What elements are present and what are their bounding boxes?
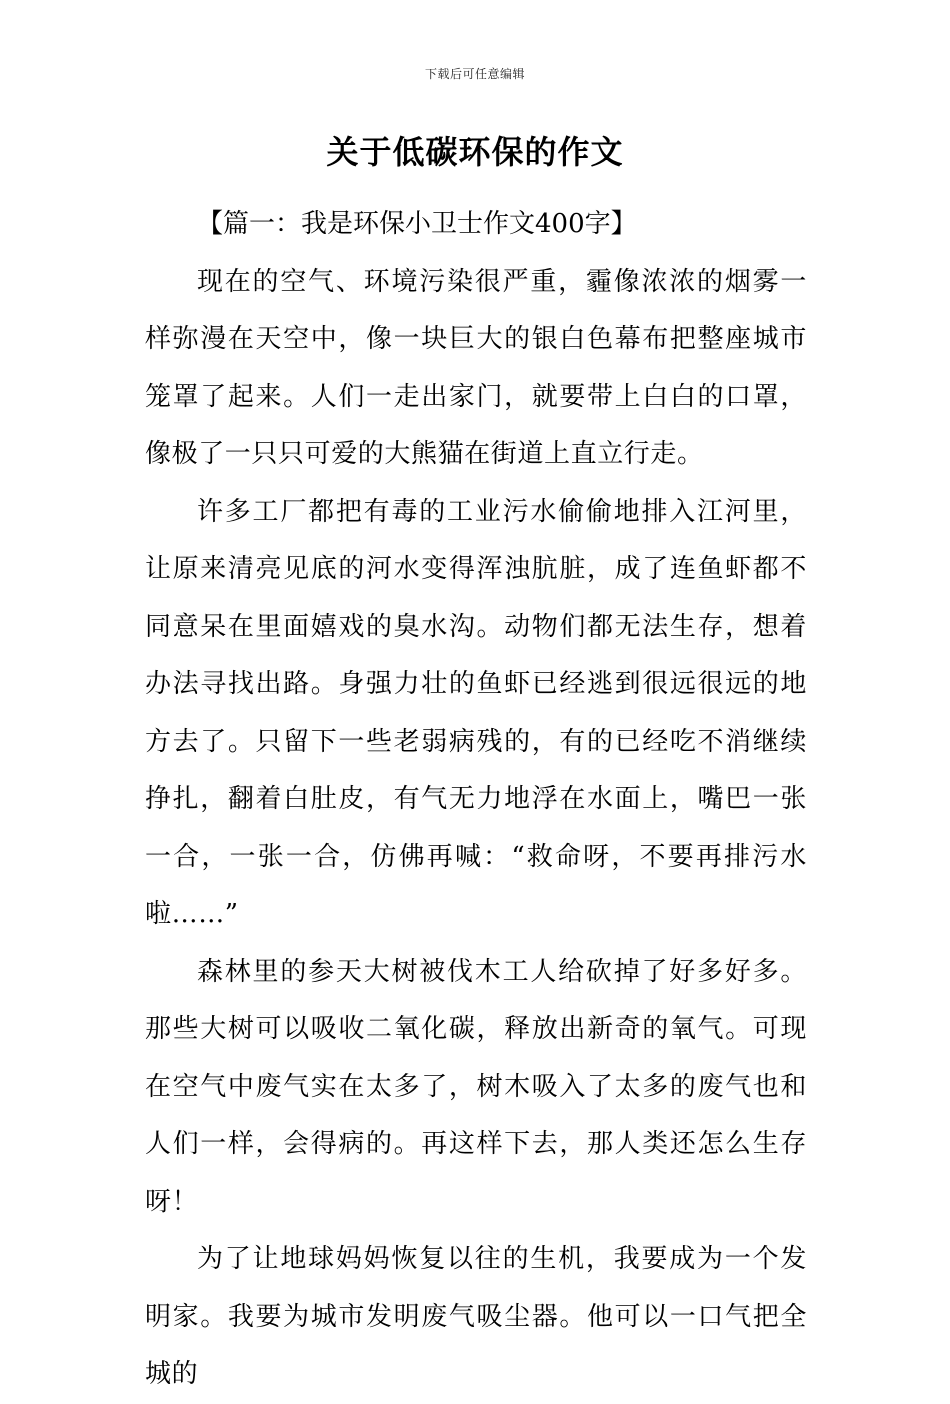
paragraph: 森林里的参天大树被伐木工人给砍掉了好多好多。那些大树可以吸收二氧化碳，释放出新奇的氧气。可现在空气中废气实在太多了，树木吸入了太多的废气也和人们一样，会得病的。再这样下去，那人类还怎么生存呀！	[145, 956, 807, 1217]
document-body	[145, 196, 807, 1404]
header-note: 下载后可任意编辑	[424, 67, 525, 81]
paragraph: 许多工厂都把有毒的工业污水偷偷地排入江河里，让原来清亮见底的河水变得浑浊肮脏，成了连鱼虾都不同意呆在里面嬉戏的臭水沟。动物们都无法生存，想着办法寻找出路。身强力壮的鱼虾已经逃到很远很远的地方去了。只留下一些老弱病残的，有的已经吃不消继续挣扎，翻着白肚皮，有气无力地浮在水面上，嘴巴一张一合，一张一合，仿佛再喊：“救命呀，不要再排污水啦……”	[145, 496, 807, 929]
section-heading: 【篇一：我是环保小卫士作文400字】	[197, 209, 637, 239]
paragraph: 现在的空气、环境污染很严重，霾像浓浓的烟雾一样弥漫在天空中，像一块巨大的银白色幕布把整座城市笼罩了起来。人们一走出家门，就要带上白白的口罩，像极了一只只可爱的大熊猫在街道上直立行走。	[145, 266, 807, 469]
paragraph: 为了让地球妈妈恢复以往的生机，我要成为一个发明家。我要为城市发明废气吸尘器。他可以一口气把全城的	[145, 1244, 807, 1389]
document-title: 关于低碳环保的作文	[326, 133, 624, 171]
